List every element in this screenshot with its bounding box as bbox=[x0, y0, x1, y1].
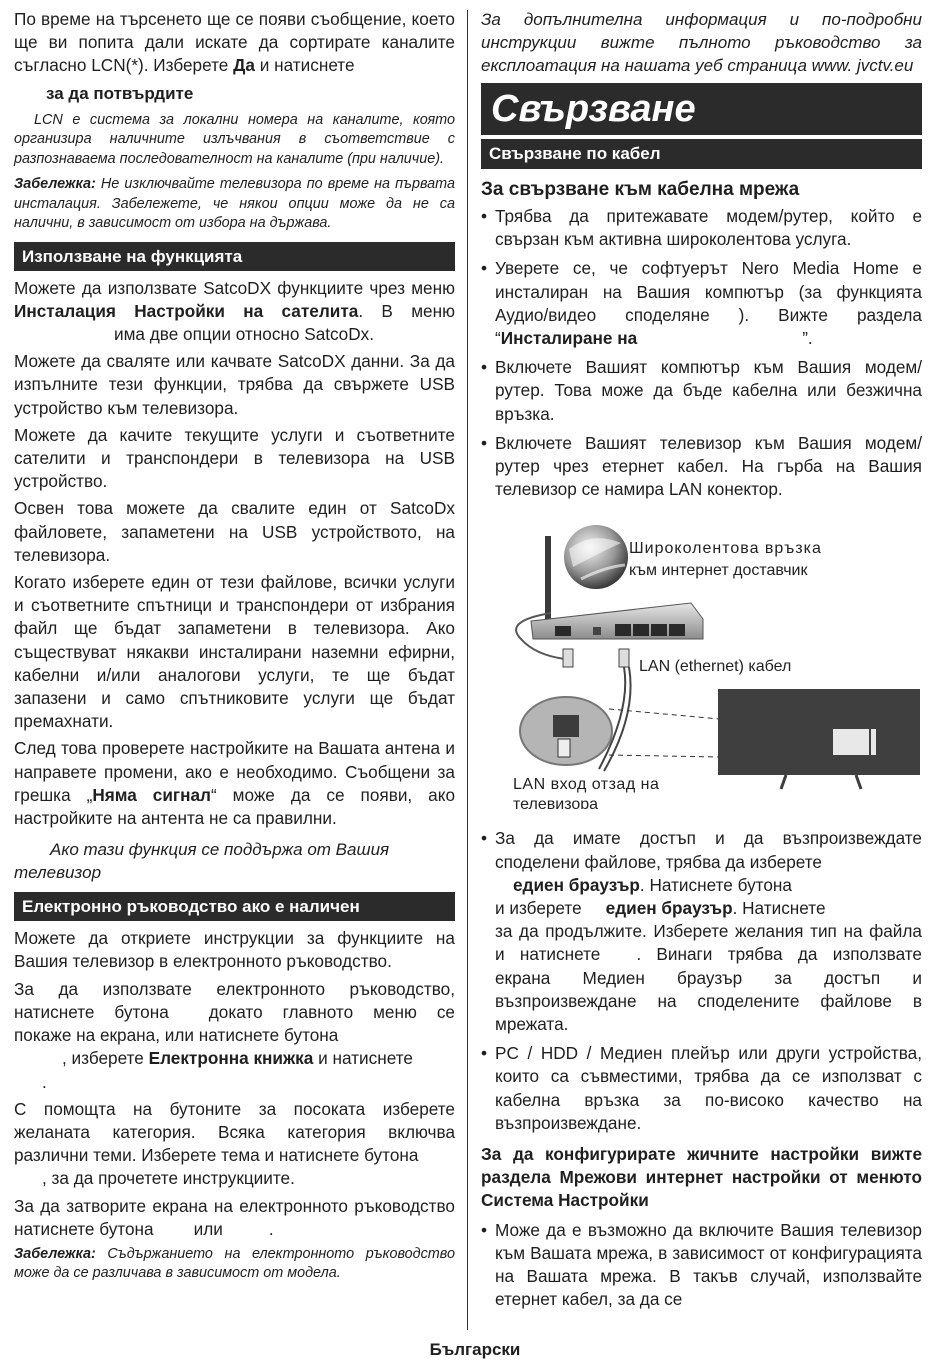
emanual-note: Забележка: Съдържанието на електронното ръководство може да се различава в зависимост от модела. bbox=[14, 1245, 455, 1282]
emanual-paragraph-3: С помощта на бутоните за посоката изберете желаната категория. Всяка категория включва различни теми. Изберете тема и натиснете бутона , за да прочетете инструкциите. bbox=[14, 1098, 455, 1189]
first-install-note: Забележка: Не изключвайте телевизора по време на първата инсталация. Забележете, че някои опции може да не са налични, в зависимост от избора на държава. bbox=[14, 176, 455, 232]
right-column bbox=[481, 8, 922, 1318]
lcn-note: LCN е система за локални номера на каналите, която организира наличните излъчвания в съответствие с разпознаваема последователност на каналите (при наличие). bbox=[14, 111, 455, 167]
network-steps-list bbox=[481, 1219, 922, 1312]
satcodx-paragraph-5: Когато изберете един от тези файлове, всички услуги и съответните спътници и транспондери от избрания файл ще бъдат запаметени в телевизора. Ако съществуват някакви инсталирани наземни ефирни, кабелни и/или аналогови услуги, те ще бъдат запазени и само спътниковите услуги ще бъдат премахнати. bbox=[14, 572, 455, 732]
broadband-label: Широколентова връзка bbox=[629, 540, 822, 558]
globe-icon bbox=[564, 525, 628, 589]
satcodx-paragraph-6: След това проверете настройките на Вашата антена и направете промени, ако е необходимо. Съобщени за грешка „Няма сигнал“ може да се появи, ако настройките на антента не са правилни. bbox=[14, 738, 455, 829]
heading-cable-network: За свързване към кабелна мрежа bbox=[481, 179, 800, 200]
list-item: • Включете Вашият компютър към Вашия модем/ рутер. Това може да бъде кабелна или безжична връзка. bbox=[481, 356, 922, 426]
list-item: • PC / HDD / Медиен плейър или други устройства, които са съвместими, трябва да се използват с кабелна връзка за по-високо качество на възпроизвеждане. bbox=[481, 1042, 922, 1135]
confirm-line: за да потвърдите bbox=[46, 83, 194, 103]
list-item: • Уверете се, че софтуерът Nero Media Home е инсталиран на Вашия компютър (за функцията Аудио/видео споделяне ). Вижте раздела “Инсталиране на ”. bbox=[481, 257, 922, 350]
page-footer-language: Български bbox=[429, 1340, 521, 1359]
section-title-e-manual: Електронно ръководство ако е наличен bbox=[14, 892, 455, 921]
emanual-paragraph-4: За да затворите екрана на електронното ръководство натиснете бутона или . bbox=[14, 1195, 455, 1239]
heading-wired-config: За да конфигурирате жичните настройки вижте раздела Мрежови интернет настройки от менюто Система Настройки bbox=[481, 1144, 922, 1211]
more-info-note: За допълнителна информация и по-подробни инструкции вижте пълното ръководство за експлоатация на нашата уеб страница www. jvctv.eu bbox=[481, 10, 922, 75]
left-column bbox=[14, 8, 455, 1290]
emanual-paragraph-1: Можете да откриете инструкции за функциите на Вашия телевизор в електронното ръководство. bbox=[14, 928, 455, 972]
sharing-steps-list bbox=[481, 827, 922, 1135]
tv-icon bbox=[718, 689, 920, 789]
satcodx-paragraph-4: Освен това можете да свалите един от SatcoDx файловете, запаметени на USB устройството, на телевизора. bbox=[14, 498, 455, 565]
section-title-satcodx: Използване на функцията bbox=[14, 242, 455, 271]
feature-support-note: Ако тази функция се поддържа от Вашия телевизор bbox=[14, 840, 390, 883]
list-item: • Трябва да притежавате модем/рутер, който е свързан към активна широколентова услуга. bbox=[481, 205, 922, 251]
satcodx-intro: Можете да използвате SatcoDX функциите чрез меню Инсталация Настройки на сателита. В менюима две опции относно SatcoDx. bbox=[14, 277, 455, 345]
lcn-paragraph: По време на търсенето ще се появи съобщение, което ще ви попита дали искате да сортирате каналите съгласно LCN(*). Изберете Да и натиснете bbox=[14, 9, 455, 76]
page-title: Свързване bbox=[481, 83, 922, 135]
column-divider bbox=[467, 10, 468, 1330]
lan-port-zoom-icon bbox=[520, 697, 612, 765]
emanual-paragraph-2: За да използвате електронното ръководство, натиснете бутона докато главното меню се покаже на екрана, или натиснете бутона , изберете Електронна книжка и натиснете . bbox=[14, 978, 455, 1092]
lan-input-label: LAN вход отзад на bbox=[513, 776, 660, 794]
ethernet-plug-icon bbox=[563, 649, 629, 667]
lan-cable-label: LAN (ethernet) кабел bbox=[639, 658, 792, 676]
section-title-wired: Свързване по кабел bbox=[481, 139, 922, 169]
connection-diagram-art bbox=[481, 509, 922, 809]
broadband-label-2: към интернет доставчик bbox=[629, 562, 808, 580]
satcodx-paragraph-3: Можете да качите текущите услуги и съответните сателити и транспондери в телевизора на USB устройство. bbox=[14, 424, 455, 492]
satcodx-paragraph-2: Можете да сваляте или качвате SatcoDX данни. За да изпълните тези функции, трябва да свържете USB устройство към телевизора. bbox=[14, 351, 455, 418]
list-item: • За да имате достъп и да възпроизвеждате споделени файлове, трябва да изберете едиен браузър. Натиснете бутона и изберете едиен браузър. Натиснете за да продължите. Изберете желания тип на файла и натиснете . Винаги трябва да използвате екрана Медиен браузър за достъп и възпроизвеждане на споделените файлове в мрежата. bbox=[481, 827, 922, 1036]
list-item: • Включете Вашият телевизор към Вашия модем/ рутер чрез етернет кабел. На гърба на Вашия телевизор се намира LAN конектор. bbox=[481, 432, 922, 502]
lan-input-label-2: телевизора bbox=[513, 796, 599, 810]
connection-diagram bbox=[481, 509, 922, 809]
list-item: • Може да е възможно да включите Вашия телевизор към Вашата мрежа, в зависимост от конфигурацията на Вашата мрежа. В такъв случай, използвайте етернет кабел, за да се bbox=[481, 1219, 922, 1312]
wired-steps-list bbox=[481, 205, 922, 501]
